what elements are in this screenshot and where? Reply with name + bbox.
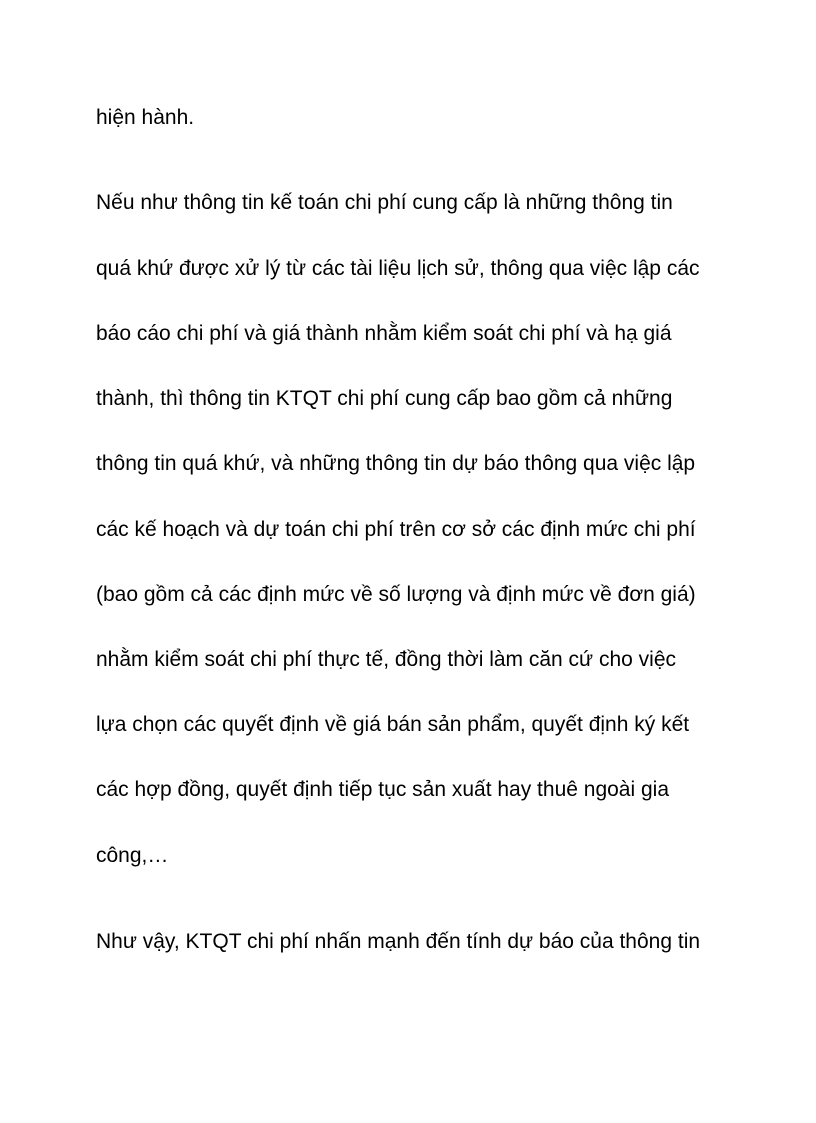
paragraph-2-line-9: lựa chọn các quyết định về giá bán sản phẩm, quyết định ký kết bbox=[96, 713, 690, 736]
paragraph-2-line-11: công,… bbox=[96, 844, 169, 867]
paragraph-3-line-1: Như vậy, KTQT chi phí nhấn mạnh đến tính dự báo của thông tin bbox=[96, 930, 701, 953]
paragraph-2-line-8: nhằm kiểm soát chi phí thực tế, đồng thời làm căn cứ cho việc bbox=[96, 648, 676, 671]
paragraph-1-line-1: hiện hành. bbox=[96, 106, 195, 129]
paragraph-2-line-10: các hợp đồng, quyết định tiếp tục sản xuất hay thuê ngoài gia bbox=[96, 778, 670, 801]
paragraph-2-line-1: Nếu như thông tin kế toán chi phí cung cấp là những thông tin bbox=[96, 191, 673, 214]
paragraph-2-line-6: các kế hoạch và dự toán chi phí trên cơ sở các định mức chi phí bbox=[96, 518, 696, 541]
paragraph-2-line-4: thành, thì thông tin KTQT chi phí cung cấp bao gồm cả những bbox=[96, 387, 673, 410]
paragraph-2-line-2: quá khứ được xử lý từ các tài liệu lịch sử, thông qua việc lập các bbox=[96, 257, 700, 280]
paragraph-2-line-3: báo cáo chi phí và giá thành nhằm kiểm soát chi phí và hạ giá bbox=[96, 322, 672, 345]
paragraph-2-line-5: thông tin quá khứ, và những thông tin dự báo thông qua việc lập bbox=[96, 452, 696, 475]
paragraph-2-line-7: (bao gồm cả các định mức về số lượng và định mức về đơn giá) bbox=[96, 583, 696, 606]
